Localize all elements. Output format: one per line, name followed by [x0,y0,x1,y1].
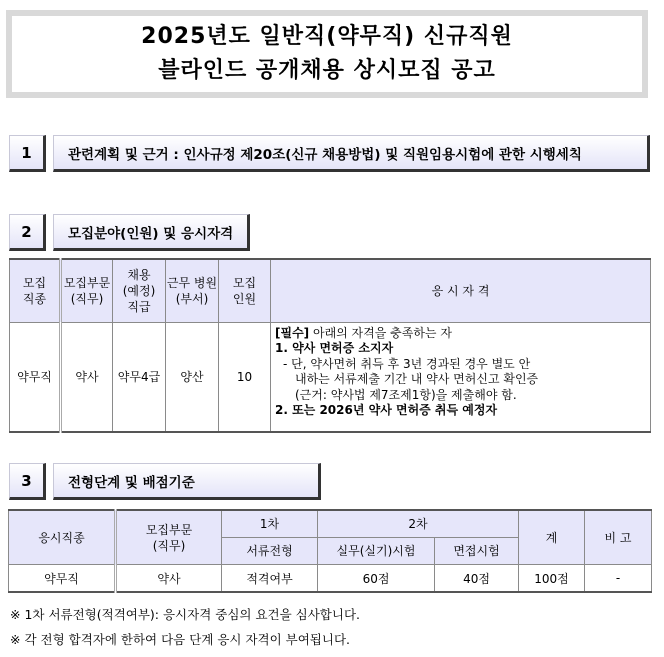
cell-exam-field: 약사 [116,565,222,593]
section-1-title: 관련계획 및 근거 : 인사규정 제20조(신규 채용방법) 및 직원임용시험에 관한 시행세칙 [53,135,650,172]
table-row [9,565,652,593]
section-2-header [9,214,250,251]
qualification-note-line-1: - 단, 약사면허 취득 후 3년 경과된 경우 별도 안 [283,356,531,371]
cell-count: 10 [219,322,271,432]
header-count: 모집 인원 [219,259,271,322]
notice-title-box [6,10,648,98]
section-1-header [9,135,650,172]
header-job-type: 모집 직종 [10,259,61,322]
cell-document-screening: 적격여부 [222,565,318,593]
header-stage-2: 2차 [318,510,519,538]
header-grade: 채용 (예정) 직급 [113,259,166,322]
section-2-title: 모집분야(인원) 및 응시자격 [53,214,250,251]
notice-title-line-2: 블라인드 공개채용 상시모집 공고 [158,58,496,83]
table-row [10,322,651,432]
notice-title-line-1: 2025년도 일반직(약무직) 신규직원 [141,24,513,49]
header-document-screening: 서류전형 [222,538,318,565]
cell-field: 약사 [61,322,113,432]
header-remarks: 비 고 [585,510,652,565]
section-3-number: 3 [9,463,46,500]
recruitment-table [9,258,651,433]
cell-grade: 약무4급 [113,322,166,432]
header-interview: 면접시험 [435,538,519,565]
section-1-number: 1 [9,135,46,172]
header-practical-exam: 실무(실기)시험 [318,538,435,565]
score-table [8,509,652,593]
header-hospital: 근무 병원 (부서) [166,259,219,322]
note-1: ※ 1차 서류전형(적격여부): 응시자격 중심의 요건을 심사합니다. [10,607,361,622]
cell-hospital: 양산 [166,322,219,432]
section-3-title: 전형단계 및 배점기준 [53,463,321,500]
header-qualification: 응 시 자 격 [271,259,651,322]
qualification-item-2: 2. 또는 2026년 약사 면허증 취득 예정자 [275,403,498,417]
header-stage-1: 1차 [222,510,318,538]
header-exam-job-type: 응시직종 [9,510,116,565]
cell-remarks: - [585,565,652,593]
cell-exam-job-type: 약무직 [9,565,116,593]
qualification-note-line-3: (근거: 약사법 제7조제1항)을 제출해야 함. [295,387,517,402]
cell-interview-score: 40점 [435,565,519,593]
section-2-number: 2 [9,214,46,251]
qualification-required: [필수] 아래의 자격을 충족하는 자 [275,325,452,340]
score-table-header-row-1 [9,510,652,538]
header-total: 계 [519,510,585,565]
cell-job-type: 약무직 [10,322,61,432]
cell-practical-score: 60점 [318,565,435,593]
recruitment-table-header [10,259,651,322]
header-exam-field: 모집부문 (직무) [116,510,222,565]
header-field: 모집부문 (직무) [61,259,113,322]
cell-qualification [271,322,651,432]
qualification-note-line-2: 내하는 서류제출 기간 내 약사 면허신고 확인증 [295,372,539,386]
qualification-item-1: 1. 약사 면허증 소지자 [275,341,394,355]
section-3-header [9,463,321,500]
note-2: ※ 각 전형 합격자에 한하여 다음 단계 응시 자격이 부여됩니다. [10,632,351,647]
cell-total-score: 100점 [519,565,585,593]
